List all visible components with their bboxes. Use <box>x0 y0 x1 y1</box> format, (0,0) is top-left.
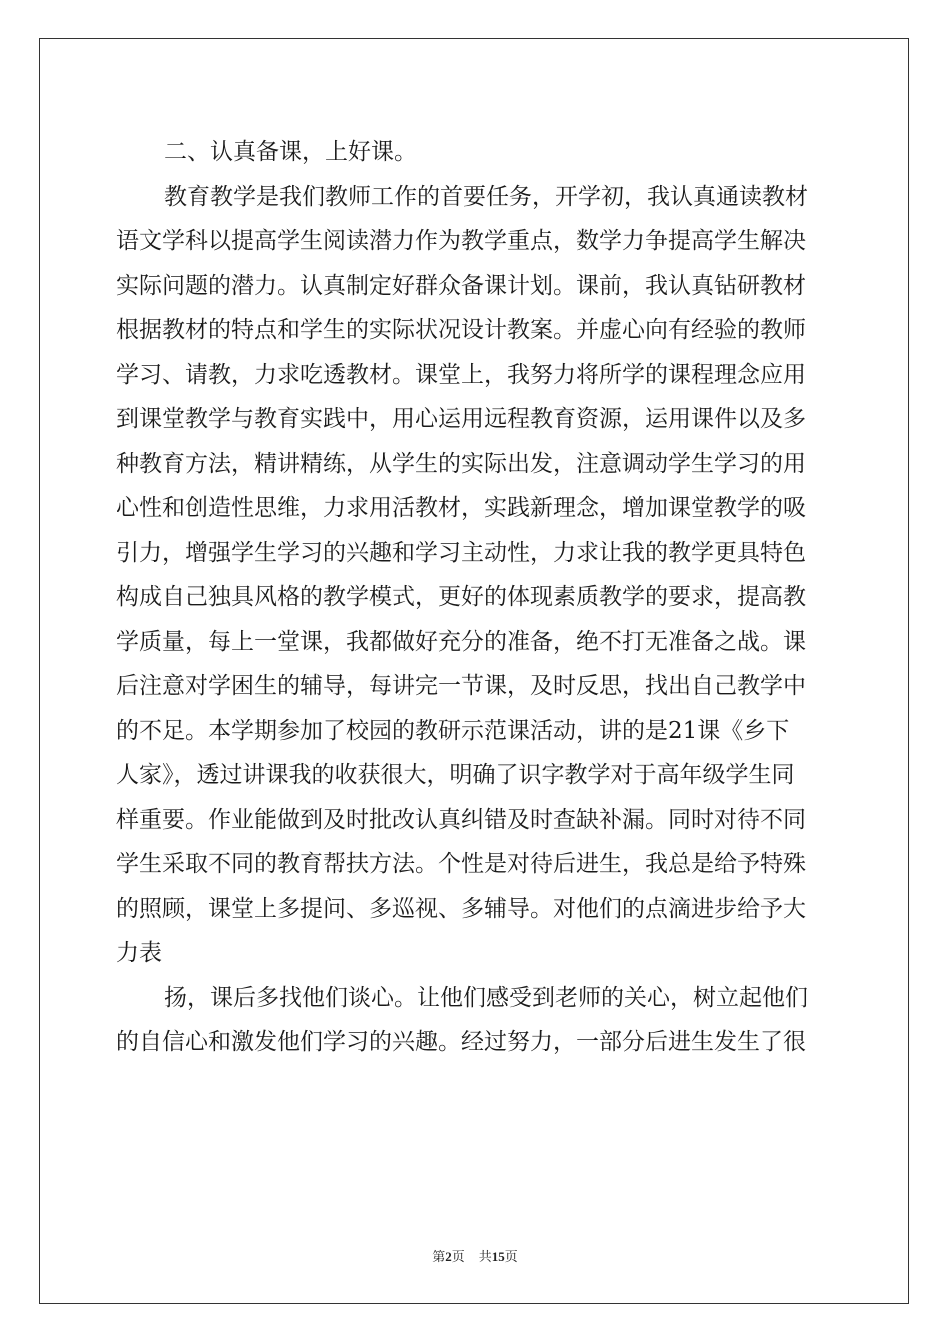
text-line: 的照顾，课堂上多提问、多巡视、多辅导。对他们的点滴进步给予大 <box>116 895 806 922</box>
text-line: 种教育方法，精讲精练，从学生的实际出发，注意调动学生学习的用 <box>116 450 806 477</box>
text-line: 构成自己独具风格的教学模式，更好的体现素质教学的要求，提高教 <box>116 584 806 610</box>
text-line: 实际问题的潜力。认真制定好群众备课计划。课前，我认真钻研教材 <box>116 272 806 299</box>
text-line: 根据教材的特点和学生的实际状况设计教案。并虚心向有经验的教师 <box>116 317 806 343</box>
page-footer <box>0 1246 950 1265</box>
text-line: 人家》，透过讲课我的收获很大，明确了识字教学对于高年级学生同 <box>116 762 795 788</box>
text-line: 的自信心和激发他们学习的兴趣。经过努力，一部分后进生发生了很 <box>116 1029 806 1055</box>
text-line: 力表 <box>116 940 162 966</box>
text-line: 学生采取不同的教育帮扶方法。个性是对待后进生，我总是给予特殊 <box>116 851 806 877</box>
text-line: 样重要。作业能做到及时批改认真纠错及时查缺补漏。同时对待不同 <box>116 806 806 833</box>
text-line: 引力，增强学生学习的兴趣和学习主动性，力求让我的教学更具特色 <box>116 539 806 566</box>
text-line: 教育教学是我们教师工作的首要任务，开学初，我认真通读教材 <box>164 183 808 210</box>
text-line: 后注意对学困生的辅导，每讲完一节课，及时反思，找出自己教学中 <box>116 673 806 699</box>
page-number: 2 <box>445 1249 452 1264</box>
text-line: 学习、请教，力求吃透教材。课堂上，我努力将所学的课程理念应用 <box>116 361 806 388</box>
document-body <box>116 130 836 1065</box>
text-line: 到课堂教学与教育实践中，用心运用远程教育资源，运用课件以及多 <box>116 406 806 432</box>
total-pages: 15 <box>491 1249 505 1264</box>
text-line: 心性和创造性思维，力求用活教材，实践新理念，增加课堂教学的吸 <box>116 495 806 521</box>
text-line: 二、认真备课，上好课。 <box>164 139 417 165</box>
text-line: 扬，课后多找他们谈心。让他们感受到老师的关心，树立起他们 <box>164 984 808 1011</box>
text-line: 学质量，每上一堂课，我都做好充分的准备，绝不打无准备之战。课 <box>116 628 806 655</box>
text-line: 的不足。本学期参加了校园的教研示范课活动，讲的是21课《乡下 <box>116 717 790 744</box>
total-suffix: 页 <box>504 1249 518 1264</box>
page-suffix: 页 <box>451 1249 465 1264</box>
page-prefix: 第 <box>432 1249 446 1264</box>
total-prefix: 共 <box>478 1249 492 1264</box>
text-line: 语文学科以提高学生阅读潜力作为教学重点，数学力争提高学生解决 <box>116 228 806 254</box>
